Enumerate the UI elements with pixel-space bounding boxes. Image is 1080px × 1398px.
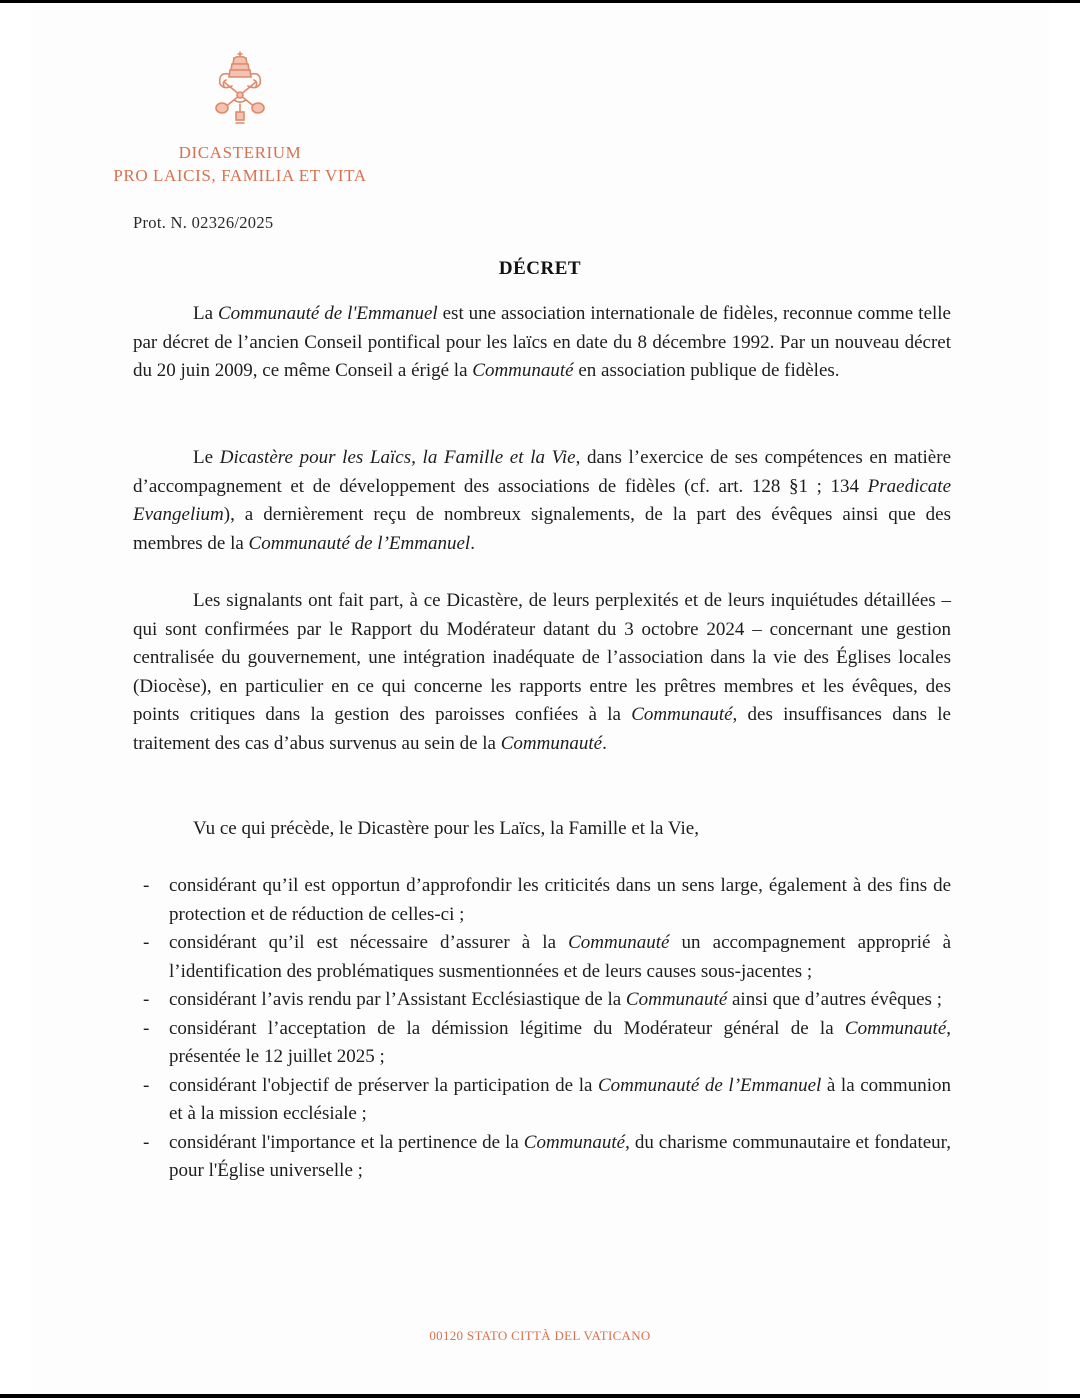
document-title: DÉCRET (498, 258, 582, 279)
paragraph-3 (133, 587, 951, 758)
consideration-text (169, 989, 942, 1010)
dash-bullet: - (143, 875, 150, 896)
text-run: Vu ce qui précède, le Dicastère pour les Laïcs, la Famille et la Vie, (193, 818, 699, 839)
consideration-text (169, 1018, 951, 1068)
text-run: Les signalants ont fait part, à ce Dicastère, de leurs perplexités et de leurs inquiétudes détaillées – qui sont confirmées par le Rapport du Modérateur datant du 3 octobre 2024 – concernant une gestion centralisée du gouvernement, une intégration inadéquate de l’association dans la vie des Églises locales (Diocèse), en particulier en ce qui concerne les rapports entre les prêtres membres et les évêques, des points critiques dans la gestion des paroisses confiées à la (133, 590, 951, 725)
paragraph-text (133, 300, 951, 386)
consideration-text (169, 1132, 951, 1182)
text-run: , présentée le 12 juillet 2025 ; (169, 1017, 951, 1067)
text-run: considérant l'importance et la pertinence de la (169, 1131, 524, 1153)
consideration-item (133, 1129, 951, 1186)
text-run: considérant l’avis rendu par l’Assistant Ecclésiastique de la (169, 989, 626, 1010)
considerations-list (133, 872, 951, 1186)
text-run: , du charisme communautaire et fondateur, pour l'Église universelle ; (169, 1131, 951, 1181)
italic-run: Communauté (568, 932, 670, 953)
text-run: à la communion et à la mission ecclésiale ; (169, 1074, 951, 1124)
italic-run: Communauté (523, 1131, 626, 1153)
bottom-border (0, 1394, 1080, 1398)
papal-coat-of-arms-icon (212, 50, 268, 130)
text-run: La (193, 303, 218, 324)
dash-bullet: - (143, 1131, 150, 1153)
italic-run: Communauté (500, 732, 603, 754)
dash-bullet: - (143, 1074, 150, 1096)
consideration-item (133, 986, 951, 1015)
text-run: . (470, 532, 475, 554)
italic-run: Communauté (844, 1017, 947, 1039)
text-run: . (602, 732, 607, 754)
letterhead-subtitle: PRO LAICIS, FAMILIA ET VITA (113, 166, 367, 185)
text-run: Le (193, 447, 220, 468)
consideration-item (133, 872, 951, 929)
consideration-item (133, 1072, 951, 1129)
dash-bullet: - (143, 932, 150, 953)
italic-run: Communauté (631, 704, 733, 725)
text-run: considérant l’acceptation de la démission légitime du Modérateur général de la (169, 1017, 845, 1039)
italic-run: Communauté de l'Emmanuel (217, 303, 438, 324)
italic-run: Communauté de l’Emmanuel (598, 1074, 822, 1096)
text-run: considérant l'objectif de préserver la participation de la (169, 1074, 598, 1096)
italic-run: Communauté (472, 360, 574, 381)
text-run: , dans l’exercice de ses compétences en matière d’accompagnement et de développement des associations de fidèles (cf. art. 128 §1 ; 134 (133, 447, 951, 497)
consideration-text (169, 932, 951, 982)
paragraph-2 (133, 444, 951, 558)
dash-bullet: - (143, 1017, 150, 1039)
italic-run: Dicastère pour les Laïcs, la Famille et la Vie (219, 447, 576, 468)
consideration-item (133, 1015, 951, 1072)
protocol-number: Prot. N. 02326/2025 (133, 213, 274, 232)
italic-run: Communauté de l’Emmanuel (248, 532, 471, 554)
text-run: considérant qu’il est nécessaire d’assurer à la (169, 932, 569, 953)
text-run: ), a dernièrement reçu de nombreux signalements, de la part des évêques ainsi que des membres de la (133, 504, 951, 554)
text-run: en association publique de fidèles. (573, 360, 840, 381)
paragraph-4 (133, 815, 951, 844)
italic-run: Praedicate Evangelium (133, 475, 951, 525)
text-run: ainsi que d’autres évêques ; (727, 989, 942, 1010)
letterhead-dicasterium: DICASTERIUM (178, 143, 302, 162)
paragraph-text (133, 587, 951, 758)
consideration-text (169, 1075, 951, 1125)
text-run: un accompagnement approprié à l’identification des problématiques susmentionnées et de leurs causes sous-jacentes ; (169, 932, 951, 982)
dash-bullet: - (143, 989, 150, 1010)
letterhead (90, 50, 390, 188)
text-run: , des insuffisances dans le traitement des cas d’abus survenus au sein de la (133, 704, 951, 754)
paragraph-text (133, 444, 951, 558)
footer-address: 00120 STATO CITTÀ DEL VATICANO (429, 1328, 651, 1343)
italic-run: Communauté (625, 989, 728, 1010)
paragraph-1 (133, 300, 951, 386)
text-run: considérant qu’il est opportun d’approfondir les criticités dans un sens large, également à des fins de protection et de réduction de celles-ci ; (169, 875, 951, 925)
consideration-item (133, 929, 951, 986)
consideration-text (169, 875, 951, 925)
text-run: est une association internationale de fidèles, reconnue comme telle par décret de l’ancien Conseil pontifical pour les laïcs en date du 8 décembre 1992. Par un nouveau décret du 20 juin 2009, ce même Conseil a érigé la (133, 303, 951, 381)
paragraph-text (133, 815, 951, 844)
